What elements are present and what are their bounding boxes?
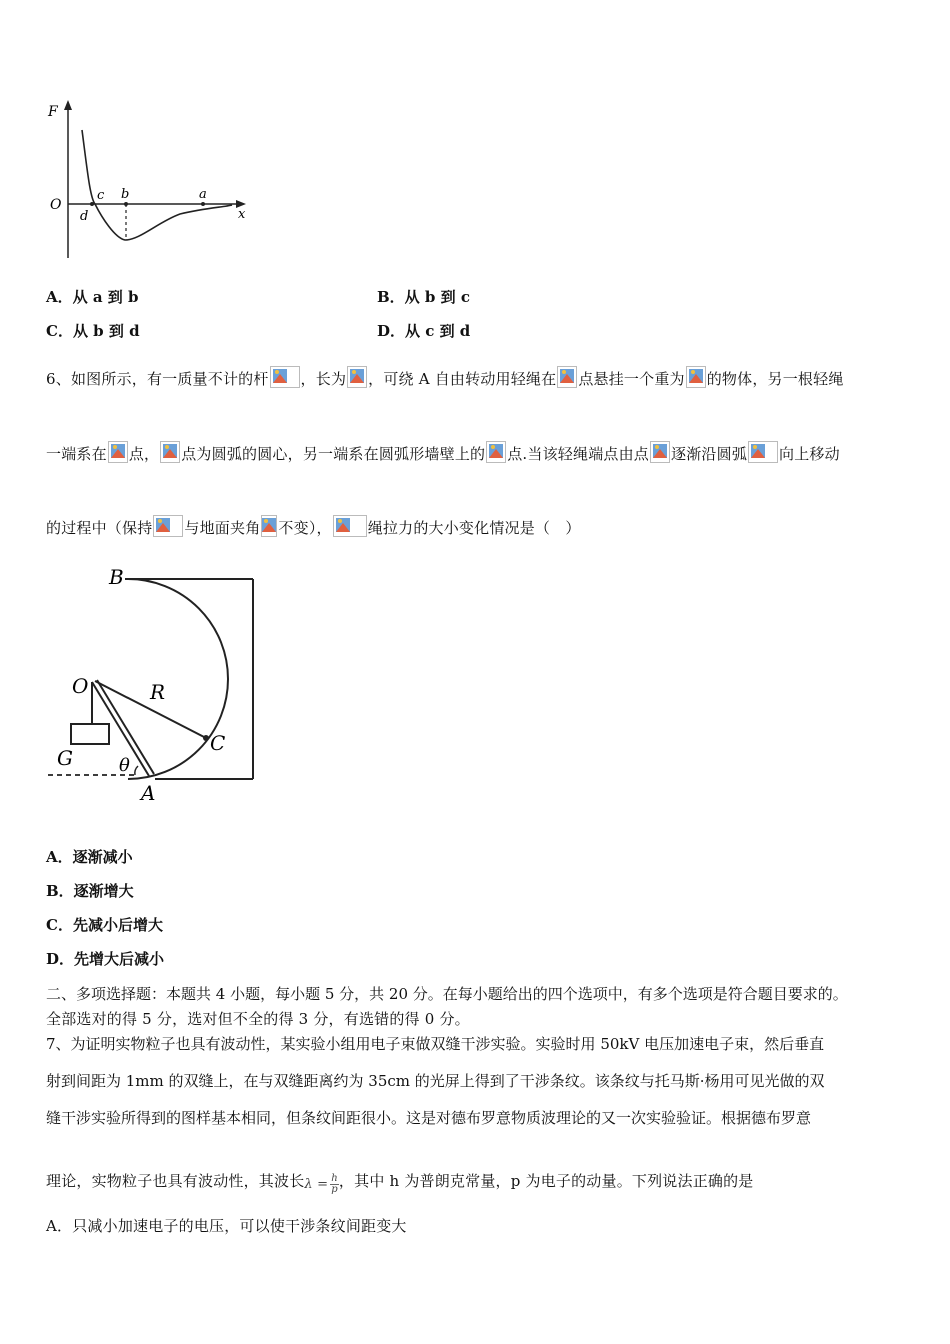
broken-image-icon [261, 515, 277, 537]
q5-option-a: A．从 a 到 b [46, 288, 139, 306]
broken-image-icon [686, 366, 706, 388]
broken-image-icon [333, 515, 367, 537]
axis-y-label: F [48, 104, 58, 120]
q6-line-1: 6、如图所示，有一质量不计的杆 ，长为 ，可绕 A 自由转动用轻绳在 点悬挂一个重为 的物体，另一根轻绳 [46, 366, 844, 389]
broken-image-icon [557, 366, 577, 388]
point-a-label: A [141, 781, 156, 805]
q5-option-c: C．从 b 到 d [46, 322, 140, 340]
point-c-label: c [97, 188, 105, 203]
q6-option-b: B．逐渐增大 [46, 882, 134, 900]
point-b-label: b [121, 187, 130, 202]
point-c-label: C [210, 731, 226, 755]
point-o-label: O [72, 674, 89, 698]
axis-x-label: x [238, 207, 246, 222]
rod-arc-wall-diagram [40, 560, 280, 820]
q6-option-c: C．先减小后增大 [46, 916, 163, 934]
broken-image-icon [153, 515, 183, 537]
section2-heading-line-2: 全部选对的得 5 分，选对但不全的得 3 分，有选错的得 0 分。 [46, 1010, 470, 1028]
q6-option-d: D．先增大后减小 [46, 950, 165, 968]
point-d-label: d [80, 209, 89, 224]
force-distance-graph [40, 98, 260, 268]
broken-image-icon [270, 366, 300, 388]
broken-image-icon [486, 441, 506, 463]
q5-option-b: B．从 b 到 c [377, 288, 470, 306]
wavelength-formula: λ = $\frac{h}{p}$ [304, 1173, 338, 1195]
broken-image-icon [108, 441, 128, 463]
weight-g-label: G [57, 746, 73, 770]
broken-image-icon [748, 441, 778, 463]
broken-image-icon [650, 441, 670, 463]
section2-heading-line-1: 二、多项选择题：本题共 4 小题，每小题 5 分，共 20 分。在每小题给出的四个选项中，有多个选项是符合题目要求的。 [46, 985, 848, 1003]
q7-line-4: 理论，实物粒子也具有波动性，其波长λ = $\frac{h}{p}$ ，其中 h 为普朗克常量，p 为电子的动量。下列说法正确的是 [46, 1172, 754, 1195]
q6-option-a: A．逐渐减小 [46, 848, 133, 866]
point-b-label: B [109, 565, 124, 589]
q7-line-2: 射到间距为 1mm 的双缝上，在与双缝距离约为 35cm 的光屏上得到了干涉条纹。该条纹与托马斯·杨用可见光做的双 [46, 1072, 825, 1090]
angle-theta-label: θ [119, 755, 130, 776]
broken-image-icon [160, 441, 180, 463]
radius-r-label: R [150, 680, 166, 704]
q6-line-3: 的过程中（保持 与地面夹角 不变）， 绳拉力的大小变化情况是（ ） [46, 515, 581, 538]
broken-image-icon [347, 366, 367, 388]
q7-line-1: 7、为证明实物粒子也具有波动性，某实验小组用电子束做双缝干涉实验。实验时用 50kV 电压加速电子束，然后垂直 [46, 1035, 825, 1053]
origin-label: O [50, 197, 62, 213]
q5-option-d: D．从 c 到 d [377, 322, 471, 340]
q7-line-3: 缝干涉实验所得到的图样基本相同，但条纹间距很小。这是对德布罗意物质波理论的又一次实验验证。根据德布罗意 [46, 1109, 812, 1127]
q6-line-2: 一端系在 点， 点为圆弧的圆心，另一端系在圆弧形墙壁上的 点.当该轻绳端点由点 逐渐沿圆弧 向上移动 [46, 441, 840, 464]
q7-option-a: A．只减小加速电子的电压，可以使干涉条纹间距变大 [46, 1217, 407, 1235]
point-a-label: a [199, 187, 207, 202]
